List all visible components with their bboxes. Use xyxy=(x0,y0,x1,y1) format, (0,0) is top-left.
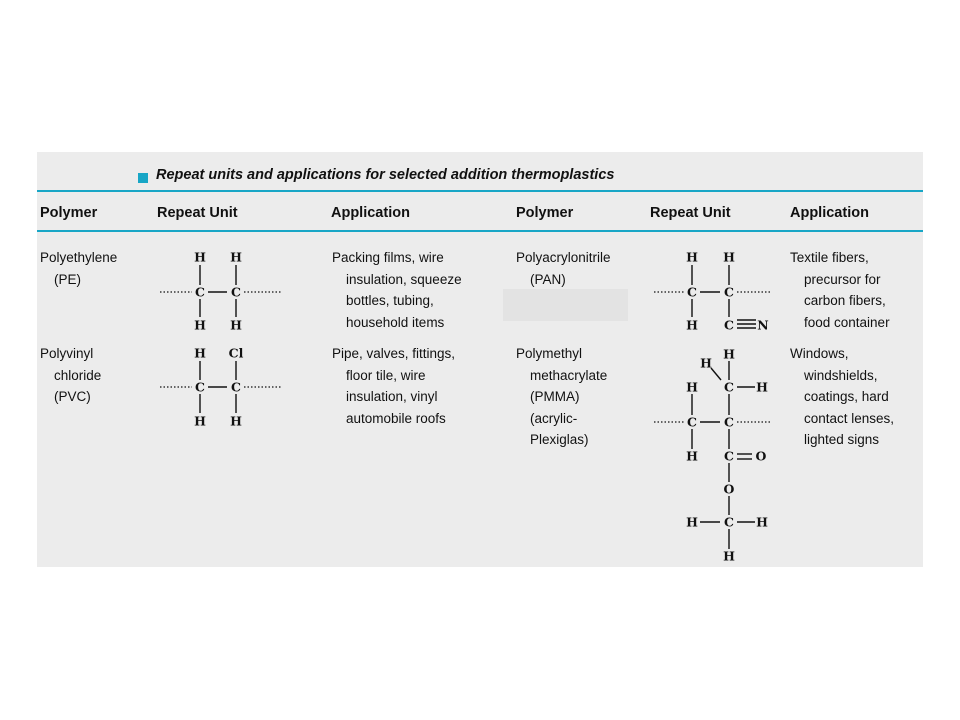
application-pe: Packing films, wire insulation, squeeze bottles, tubing, household items xyxy=(332,250,462,330)
atom-c: C xyxy=(687,284,697,300)
atom-h: H xyxy=(230,413,242,429)
header-polymer: Polymer xyxy=(40,205,98,221)
atom-h: H xyxy=(194,345,206,361)
atom-n: N xyxy=(757,317,769,333)
header-repeat-unit: Repeat Unit xyxy=(157,205,238,221)
application-pvc: Pipe, valves, fittings, floor tile, wire insulation, vinyl automobile roofs xyxy=(332,346,456,426)
atom-cl: Cl xyxy=(228,345,244,361)
atom-h: H xyxy=(723,249,735,265)
polymer-pvc: Polyvinyl chloride (PVC) xyxy=(40,346,102,404)
atom-c: C xyxy=(231,379,241,395)
pvc-structure xyxy=(160,346,282,429)
pe-structure xyxy=(160,250,282,333)
table-title: Repeat units and applications for selected addition thermoplastics xyxy=(156,167,615,183)
atom-h: H xyxy=(686,379,698,395)
atom-h: H xyxy=(194,249,206,265)
atom-h: H xyxy=(756,514,768,530)
atom-h: H xyxy=(756,379,768,395)
atom-c: C xyxy=(724,379,734,395)
pan-structure xyxy=(654,250,772,333)
atom-h: H xyxy=(686,514,698,530)
atom-c: C xyxy=(724,317,734,333)
atom-h: H xyxy=(686,448,698,464)
atom-c: C xyxy=(724,414,734,430)
atom-c: C xyxy=(724,284,734,300)
header-repeat-unit-2: Repeat Unit xyxy=(650,205,731,221)
polymer-pe: Polyethylene (PE) xyxy=(40,250,118,287)
polymer-pmma: Polymethyl methacrylate (PMMA) (acrylic- Plexiglas) xyxy=(516,346,608,447)
polymer-pan: Polyacrylonitrile (PAN) xyxy=(516,250,611,287)
atom-h: H xyxy=(230,317,242,333)
atom-h: H xyxy=(723,548,735,564)
atom-h: H xyxy=(686,317,698,333)
atom-h: H xyxy=(686,249,698,265)
atom-h: H xyxy=(230,249,242,265)
application-pmma: Windows, windshields, coatings, hard contact lenses, lighted signs xyxy=(790,346,895,447)
atom-c: C xyxy=(687,414,697,430)
header-application: Application xyxy=(331,205,410,221)
atom-c: C xyxy=(195,284,205,300)
atom-c: C xyxy=(724,514,734,530)
atom-h: H xyxy=(700,355,712,371)
atom-o: O xyxy=(723,481,735,497)
atom-c: C xyxy=(724,448,734,464)
atom-o: O xyxy=(755,448,767,464)
atom-c: C xyxy=(231,284,241,300)
header-application-2: Application xyxy=(790,205,869,221)
atom-h: H xyxy=(194,413,206,429)
atom-c: C xyxy=(195,379,205,395)
pmma-structure xyxy=(654,347,772,564)
header-polymer-2: Polymer xyxy=(516,205,574,221)
atom-h: H xyxy=(723,346,735,362)
application-pan: Textile fibers, precursor for carbon fibers, food container xyxy=(790,250,890,330)
atom-h: H xyxy=(194,317,206,333)
